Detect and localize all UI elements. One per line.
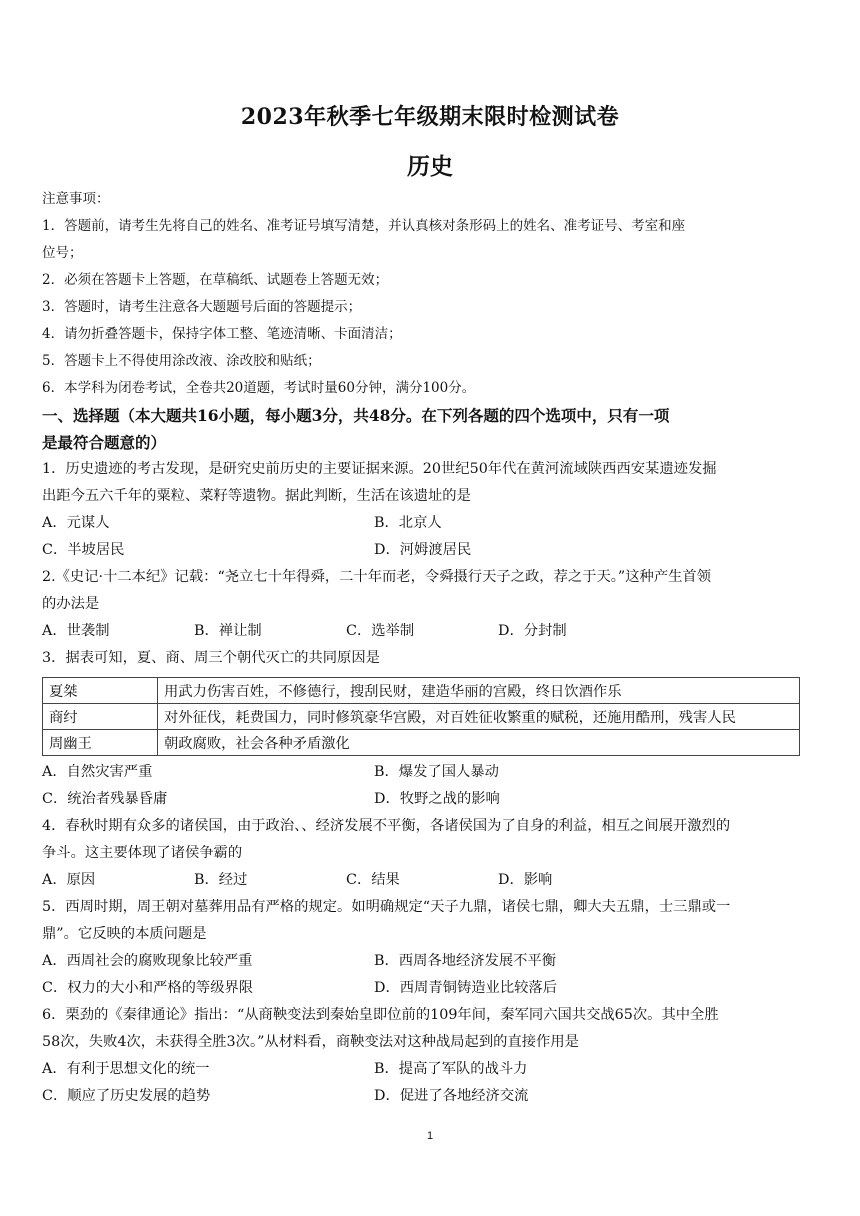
note-line: 位号； bbox=[42, 245, 83, 261]
table-cell-desc: 对外征伐，耗费国力，同时修筑豪华宫殿，对百姓征收繁重的赋税，还施用酷刑，残害人民 bbox=[158, 704, 800, 730]
table-cell-desc: 朝政腐败，社会各种矛盾激化 bbox=[158, 730, 800, 756]
dynasty-table bbox=[42, 677, 800, 756]
table-cell-desc: 用武力伤害百姓，不修德行，搜刮民财，建造华丽的宫殿，终日饮酒作乐 bbox=[158, 678, 800, 704]
table-cell-ruler: 夏桀 bbox=[43, 678, 158, 704]
question-2 bbox=[42, 564, 822, 645]
note-line: 2．必须在答题卡上答题，在草稿纸、试题卷上答题无效； bbox=[42, 272, 389, 288]
options-row bbox=[42, 867, 822, 894]
options-row bbox=[42, 948, 822, 975]
question-stem: 出距今五六千年的粟粒、菜籽等遗物。据此判断，生活在该遗址的是 bbox=[42, 488, 471, 504]
note-line: 6．本学科为闭卷考试，全卷共20道题，考试时量60分钟，满分100分。 bbox=[42, 380, 476, 396]
table-row bbox=[43, 730, 800, 756]
questions-body bbox=[42, 402, 822, 1110]
option-d: D．牧野之战的影响 bbox=[374, 791, 500, 807]
options-row bbox=[42, 786, 822, 813]
option-b: B．西周各地经济发展不平衡 bbox=[374, 953, 557, 969]
question-4 bbox=[42, 813, 822, 894]
question-6 bbox=[42, 1002, 822, 1110]
option-a: A．元谋人 bbox=[42, 515, 110, 531]
options-row bbox=[42, 1083, 822, 1110]
option-c: C．结果 bbox=[346, 872, 400, 888]
option-c: C．半坡居民 bbox=[42, 542, 125, 558]
option-c: C．统治者残暴昏庸 bbox=[42, 791, 168, 807]
page-number: 1 bbox=[426, 1130, 434, 1142]
options-row bbox=[42, 510, 822, 537]
option-a: A．原因 bbox=[42, 872, 96, 888]
table-cell-ruler: 周幽王 bbox=[43, 730, 158, 756]
question-stem: 5．西周时期，周王朝对墓葬用品有严格的规定。如明确规定“天子九鼎，诸侯七鼎，卿大夫五鼎，士三鼎或一 bbox=[42, 899, 731, 915]
question-5 bbox=[42, 894, 822, 1002]
option-c: C．权力的大小和严格的等级界限 bbox=[42, 980, 254, 996]
note-line: 5．答题卡上不得使用涂改液、涂改胶和贴纸； bbox=[42, 353, 321, 369]
options-row bbox=[42, 537, 822, 564]
option-d: D．影响 bbox=[498, 872, 553, 888]
option-a: A．有利于思想文化的统一 bbox=[42, 1061, 210, 1077]
question-1 bbox=[42, 456, 822, 564]
question-3 bbox=[42, 645, 822, 813]
question-stem: 2.《史记·十二本纪》记载：“尧立七十年得舜，二十年而老，令舜摄行天子之政，荐之于天。”这种产生首领 bbox=[42, 569, 712, 585]
exam-title: 2023年秋季七年级期末限时检测试卷 bbox=[240, 104, 620, 130]
option-d: D．西周青铜铸造业比较落后 bbox=[374, 980, 558, 996]
table-row bbox=[43, 678, 800, 704]
question-stem: 1．历史遗迹的考古发现，是研究史前历史的主要证据来源。20世纪50年代在黄河流域陕西西安某遗迹发掘 bbox=[42, 461, 717, 477]
option-d: D．促进了各地经济交流 bbox=[374, 1088, 529, 1104]
option-a: A．自然灾害严重 bbox=[42, 764, 153, 780]
option-b: B．禅让制 bbox=[194, 623, 262, 639]
option-d: D．河姆渡居民 bbox=[374, 542, 472, 558]
section-heading-cont: 是最符合题意的） bbox=[42, 433, 167, 452]
question-stem: 鼎”。它反映的本质问题是 bbox=[42, 926, 207, 942]
options-row bbox=[42, 975, 822, 1002]
options-row bbox=[42, 618, 822, 645]
option-c: C．选举制 bbox=[346, 623, 415, 639]
note-line: 4．请勿折叠答题卡，保持字体工整、笔迹清晰、卡面清洁； bbox=[42, 326, 402, 342]
question-stem: 4．春秋时期有众多的诸侯国，由于政治、、经济发展不平衡，各诸侯国为了自身的利益，相互之间展开激烈的 bbox=[42, 818, 731, 834]
notes-section bbox=[42, 186, 822, 402]
options-row bbox=[42, 1056, 822, 1083]
option-a: A．西周社会的腐败现象比较严重 bbox=[42, 953, 253, 969]
question-stem: 3．据表可知，夏、商、周三个朝代灭亡的共同原因是 bbox=[42, 650, 380, 666]
question-stem: 58次，失败4次，未获得全胜3次。”从材料看，商鞅变法对这种战局起到的直接作用是 bbox=[42, 1034, 579, 1050]
option-a: A．世袭制 bbox=[42, 623, 110, 639]
table-cell-ruler: 商纣 bbox=[43, 704, 158, 730]
notes-heading: 注意事项： bbox=[42, 191, 110, 207]
option-b: B．经过 bbox=[194, 872, 248, 888]
option-c: C．顺应了历史发展的趋势 bbox=[42, 1088, 211, 1104]
subject-title: 历史 bbox=[407, 153, 453, 180]
option-b: B．提高了军队的战斗力 bbox=[374, 1061, 528, 1077]
note-line: 1．答题前，请考生先将自己的姓名、准考证号填写清楚，并认真核对条形码上的姓名、准考证号、考室和座 bbox=[42, 218, 686, 234]
option-b: B．北京人 bbox=[374, 515, 442, 531]
note-line: 3．答题时，请考生注意各大题题号后面的答题提示； bbox=[42, 299, 362, 315]
option-d: D．分封制 bbox=[498, 623, 567, 639]
section-heading: 一、选择题（本大题共16小题，每小题3分，共48分。在下列各题的四个选项中，只有一项 bbox=[42, 406, 670, 425]
question-stem: 的办法是 bbox=[42, 596, 100, 612]
question-stem: 6．栗劲的《秦律通论》指出：“从商鞅变法到秦始皇即位前的109年间，秦军同六国共交战65次。其中全胜 bbox=[42, 1007, 719, 1023]
table-row bbox=[43, 704, 800, 730]
options-row bbox=[42, 759, 822, 786]
option-b: B．爆发了国人暴动 bbox=[374, 764, 499, 780]
question-stem: 争斗。这主要体现了诸侯争霸的 bbox=[42, 845, 243, 861]
